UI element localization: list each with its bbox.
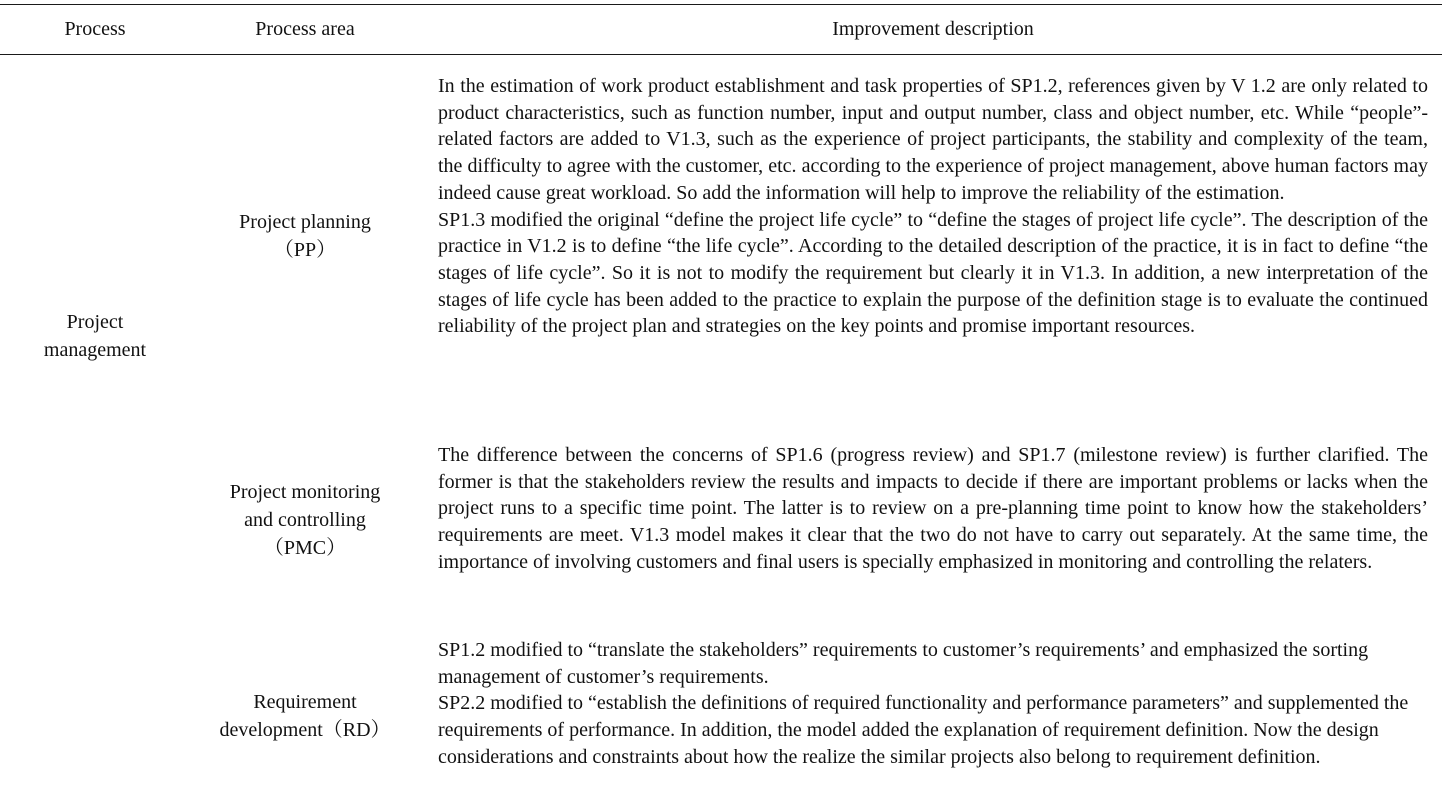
description-cell-pp	[438, 73, 1428, 340]
area-pmc-line-3: （PMC）	[263, 537, 347, 559]
process-line-2: management	[43, 339, 147, 361]
header-bottom-rule	[0, 54, 1442, 55]
description-cell-rd	[438, 637, 1428, 771]
description-paragraph: SP1.3 modified the original “define the project life cycle” to “define the stages of project life cycle”. The description of the practice in V1.2 is to define “the life cycle”. According to the detailed description of the practice, it is in fact to define “the stages of life cycle”. So it is not to modify the requirement but clearly it in V1.3. In addition, a new interpretation of the stages of life cycle has been added to the practice to explain the purpose of the definition stage is to evaluate the continued reliability of the project plan and strategies on the key points and promise important resources.	[438, 208, 1428, 338]
area-cell-pp	[200, 208, 410, 264]
process-cell	[30, 308, 160, 364]
description-paragraph: In the estimation of work product establishment and task properties of SP1.2, references given by V 1.2 are only related to product characteristics, such as function number, input and output number, class and object number, etc. While “people”-related factors are added to V1.3, such as the experience of project participants, the stability and complexity of the team, the difficulty to agree with the customer, etc. according to the experience of project management, above human factors may indeed cause great workload. So add the information will help to improve the reliability of the estimation.	[438, 75, 1428, 204]
table-top-rule	[0, 4, 1442, 5]
area-pmc-line-2: and controlling	[244, 509, 366, 531]
header-process: Process	[64, 18, 126, 40]
description-paragraph: SP2.2 modified to “establish the definitions of required functionality and performance parameters” and supplemented the requirements of performance. In addition, the model added the explanation of requirement definition. Now the design considerations and constraints about how the realize the similar projects also belong to requirement definition.	[438, 692, 1409, 768]
header-process-area: Process area	[255, 18, 355, 40]
description-paragraph: SP1.2 modified to “translate the stakeholders” requirements to customer’s requirements’ and emphasized the sorting management of customer’s requirements.	[438, 639, 1369, 688]
description-cell-pmc	[438, 442, 1428, 576]
area-cell-pmc	[200, 478, 410, 562]
area-rd-line-2: development（RD）	[219, 719, 391, 741]
area-pp-line-2: （PP）	[273, 239, 337, 261]
area-rd-line-1: Requirement	[253, 691, 357, 713]
area-pp-line-1: Project planning	[239, 211, 371, 233]
header-improvement-description: Improvement description	[832, 18, 1034, 40]
area-cell-rd	[200, 688, 410, 744]
process-line-1: Project	[66, 311, 124, 333]
area-pmc-line-1: Project monitoring	[229, 481, 381, 503]
description-paragraph: The difference between the concerns of SP1.6 (progress review) and SP1.7 (milestone review) is further clarified. The former is that the stakeholders review the results and impacts to decide if there are important problems or lacks when the project runs to a specific time point. The latter is to review on a pre-planning time point to know how the stakeholders’ requirements are meet. V1.3 model makes it clear that the two do not have to carry out separately. At the same time, the importance of involving customers and final users is specially emphasized in monitoring and controlling the relaters.	[438, 444, 1428, 573]
